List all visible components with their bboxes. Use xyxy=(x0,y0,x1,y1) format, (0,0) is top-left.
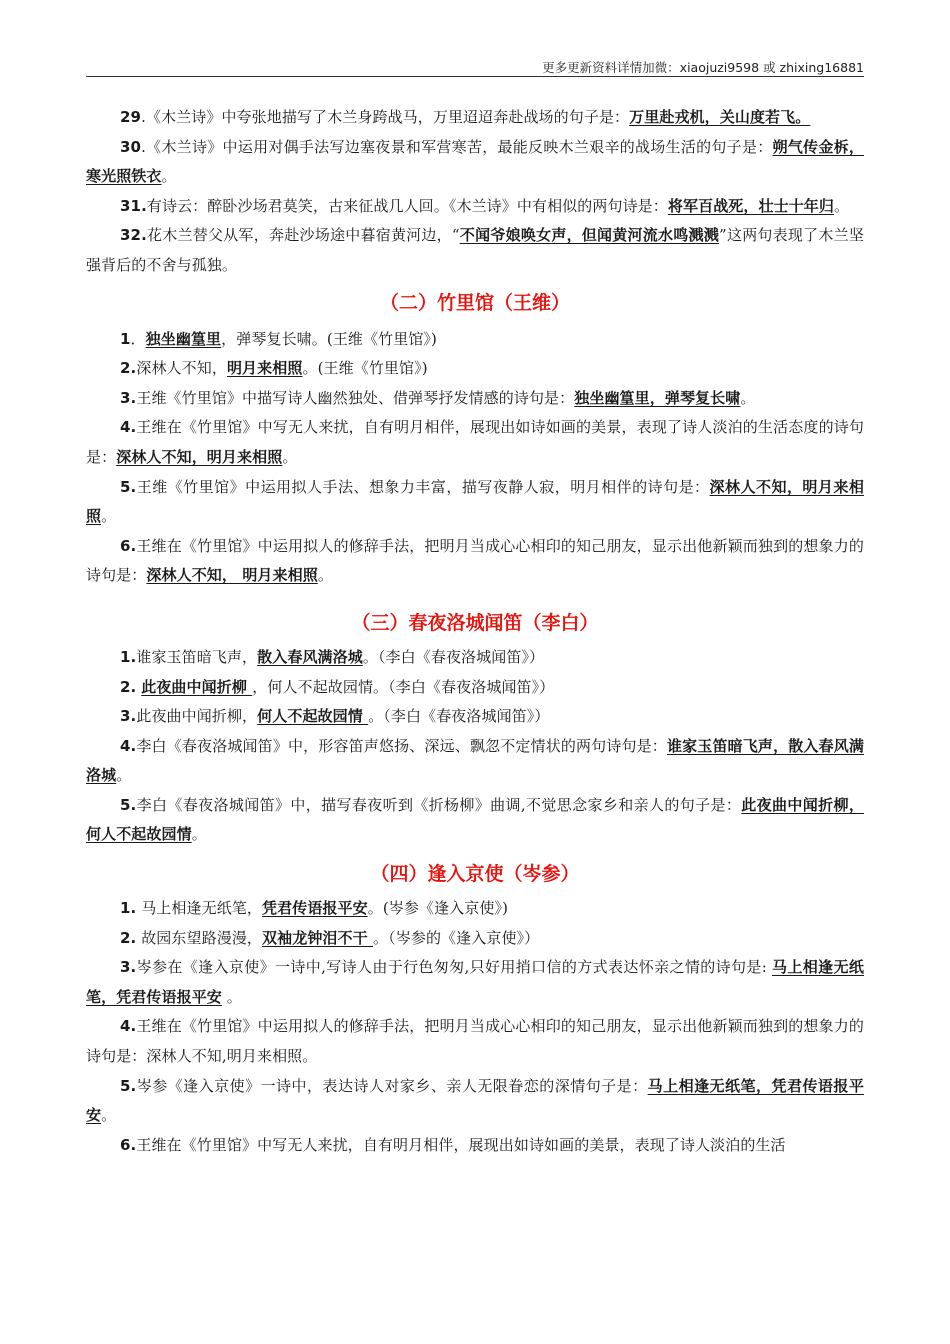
item-number: 5. xyxy=(120,1076,137,1095)
list-item xyxy=(86,791,864,850)
list-item xyxy=(86,103,864,133)
item-text: 马上相逢无纸笔， xyxy=(136,899,263,918)
item-text-tail: ，弹琴复长啸。(王维《竹里馆》) xyxy=(221,329,437,348)
item-text: 李白《春夜洛城闻笛》中，描写春夜听到《折杨柳》曲调,不觉思念家乡和亲人的句子是： xyxy=(136,795,742,814)
item-text-tail: 。 xyxy=(282,447,298,466)
item-separator: . xyxy=(141,108,146,126)
item-text-tail: 。(王维《竹里馆》) xyxy=(302,359,428,378)
item-answer: 凭君传语报平安 xyxy=(262,899,368,918)
item-number: 3. xyxy=(120,388,137,407)
item-text-tail: 。 xyxy=(740,388,756,407)
item-number: 6. xyxy=(120,1135,137,1154)
item-text-tail: 。(岑参《逢入京使》) xyxy=(367,899,509,918)
section-title-fengru: （四）逢入京使（岑参） xyxy=(370,863,580,886)
item-text: 故园东望路漫漫， xyxy=(136,928,263,947)
list-item xyxy=(86,221,864,280)
list-item xyxy=(86,325,864,355)
item-text: 岑参在《逢入京使》一诗中,写诗人由于行色匆匆,只好用捎口信的方式表达怀亲之情的诗句是: xyxy=(136,958,773,977)
list-item xyxy=(86,192,864,222)
item-separator: . xyxy=(141,137,146,156)
list-item xyxy=(86,673,864,703)
item-separator: ． xyxy=(130,329,146,348)
item-answer: 此夜曲中闻折柳，何人不起故园情 xyxy=(86,795,864,844)
list-item xyxy=(86,732,864,791)
item-text-tail: 。（李白《春夜洛城闻笛》） xyxy=(368,707,550,726)
item-answer: 深林人不知， 明月来相照 xyxy=(146,566,318,585)
item-text-tail: 。 xyxy=(101,507,117,526)
document-body xyxy=(86,103,864,1160)
item-number: 6. xyxy=(120,536,137,555)
item-text: 此夜曲中闻折柳， xyxy=(136,707,258,726)
item-text: 有诗云：醉卧沙场君莫笑，古来征战几人回。《木兰诗》中有相似的两句诗是： xyxy=(146,196,668,215)
item-answer: 深林人不知，明月来相照 xyxy=(116,447,283,466)
item-text: 王维在《竹里馆》中运用拟人的修辞手法，把明月当成心心相印的知己朋友，显示出他新颖而独到的想象力的诗句是： xyxy=(86,536,864,585)
item-number: 4. xyxy=(120,736,137,755)
item-number: 2. xyxy=(120,359,137,378)
item-text-tail: 。 xyxy=(116,766,132,785)
list-item xyxy=(86,643,864,673)
item-answer: 双袖龙钟泪不干 xyxy=(262,928,374,947)
item-text: 深林人不知， xyxy=(136,359,227,378)
item-number: 2. xyxy=(120,928,137,947)
section-chunye-items xyxy=(86,643,864,850)
item-text-tail: 。 xyxy=(161,167,177,186)
section-mulan-items xyxy=(86,103,864,281)
section-title-chunye: （三）春夜洛城闻笛（李白） xyxy=(351,611,599,634)
item-number: 1 xyxy=(120,329,131,348)
item-answer: 马上相逢无纸笔，凭君传语报平安 xyxy=(86,1076,864,1125)
item-text-tail: 。（李白《春夜洛城闻笛》） xyxy=(362,647,545,666)
item-answer: 将军百战死，壮士十年归 xyxy=(667,196,834,215)
item-text: 《木兰诗》中夸张地描写了木兰身跨战马，万里迢迢奔赴战场的句子是： xyxy=(145,108,630,126)
list-item xyxy=(86,473,864,532)
item-answer: 深林人不知，明月来相照 xyxy=(86,477,864,526)
item-answer: 谁家玉笛暗飞声，散入春风满洛城 xyxy=(86,736,864,785)
item-text-tail: 。 xyxy=(834,196,850,215)
item-number: 2. xyxy=(120,677,137,696)
section-fengru-items xyxy=(86,894,864,1160)
list-item xyxy=(86,924,864,954)
item-text-tail: 。 xyxy=(191,825,207,844)
item-text-tail: 。 xyxy=(317,566,333,585)
item-number: 5. xyxy=(120,477,137,496)
item-number: 30 xyxy=(120,137,142,156)
item-text: 王维在《竹里馆》中写无人来扰，自有明月相伴，展现出如诗如画的美景，表现了诗人淡泊的生活 xyxy=(136,1135,786,1154)
item-answer: 此夜曲中闻折柳 xyxy=(141,677,253,696)
item-answer: 不闻爷娘唤女声，但闻黄河流水鸣溅溅 xyxy=(459,226,720,245)
item-number: 3. xyxy=(120,707,137,726)
list-item xyxy=(86,702,864,732)
item-text: 谁家玉笛暗飞声， xyxy=(136,647,258,666)
item-text: 《木兰诗》中运用对偶手法写边塞夜景和军营寒苦，最能反映木兰艰辛的战场生活的句子是： xyxy=(145,137,773,156)
item-number: 4. xyxy=(120,418,137,437)
page-header: 更多更新资料详情加微：xiaojuzi9598 或 zhixing16881 xyxy=(542,60,864,75)
item-text-tail: ，何人不起故园情。（李白《春夜洛城闻笛》） xyxy=(252,677,555,696)
item-text: 王维《竹里馆》中运用拟人手法、想象力丰富，描写夜静人寂，明月相伴的诗句是： xyxy=(136,477,710,496)
item-number: 4. xyxy=(120,1017,137,1036)
item-text: 李白《春夜洛城闻笛》中，形容笛声悠扬、深远、飘忽不定情状的两句诗句是： xyxy=(136,736,667,755)
section-zhuliguan-items xyxy=(86,325,864,591)
item-text-tail: ”这两句表现了木兰坚强背后的不舍与孤独。 xyxy=(86,226,865,274)
item-text: 岑参《逢入京使》一诗中，表达诗人对家乡、亲人无限眷恋的深情句子是： xyxy=(136,1076,648,1095)
list-item xyxy=(86,894,864,924)
list-item xyxy=(86,413,864,472)
list-item xyxy=(86,953,864,1012)
item-answer: 万里赴戎机，关山度若飞。 xyxy=(629,108,811,126)
item-answer: 独坐幽篁里 xyxy=(145,329,222,348)
item-text: 王维在《竹里馆》中写无人来扰，自有明月相伴，展现出如诗如画的美景，表现了诗人淡泊的生活态度的诗句是： xyxy=(86,418,864,466)
item-answer: 独坐幽篁里，弹琴复长啸 xyxy=(574,388,741,407)
item-number: 1. xyxy=(120,899,137,918)
item-number: 5. xyxy=(120,795,137,814)
item-number: 31. xyxy=(120,196,147,215)
item-text: 花木兰替父从军，奔赴沙场途中暮宿黄河边，“ xyxy=(146,226,460,245)
list-item xyxy=(86,532,864,591)
item-text-tail: 。（岑参的《逢入京使》） xyxy=(373,928,540,947)
item-text: 王维在《竹里馆》中运用拟人的修辞手法，把明月当成心心相印的知己朋友，显示出他新颖而独到的想象力的诗句是：深林人不知,明月来相照。 xyxy=(86,1017,864,1066)
list-item xyxy=(86,1131,864,1161)
item-text: 王维《竹里馆》中描写诗人幽然独处、借弹琴抒发情感的诗句是： xyxy=(136,388,575,407)
list-item xyxy=(86,133,864,192)
item-number: 32. xyxy=(120,226,147,245)
list-item xyxy=(86,1012,864,1071)
item-number: 1. xyxy=(120,647,137,666)
section-title-zhuliguan: （二）竹里馆（王维） xyxy=(379,291,570,314)
header-divider xyxy=(86,76,864,77)
item-answer: 马上相逢无纸笔，凭君传语报平安 xyxy=(86,958,865,1006)
item-text-tail: 。 xyxy=(221,987,242,1006)
list-item xyxy=(86,384,864,414)
item-text-tail: 。 xyxy=(101,1106,117,1125)
item-answer: 明月来相照 xyxy=(226,359,303,378)
item-number: 29 xyxy=(120,108,142,126)
item-answer: 朔气传金柝，寒光照铁衣 xyxy=(86,137,864,186)
list-item xyxy=(86,1072,864,1131)
item-number: 3. xyxy=(120,958,137,977)
item-answer: 何人不起故园情 xyxy=(257,707,369,726)
list-item xyxy=(86,354,864,384)
item-answer: 散入春风满洛城 xyxy=(257,647,363,666)
